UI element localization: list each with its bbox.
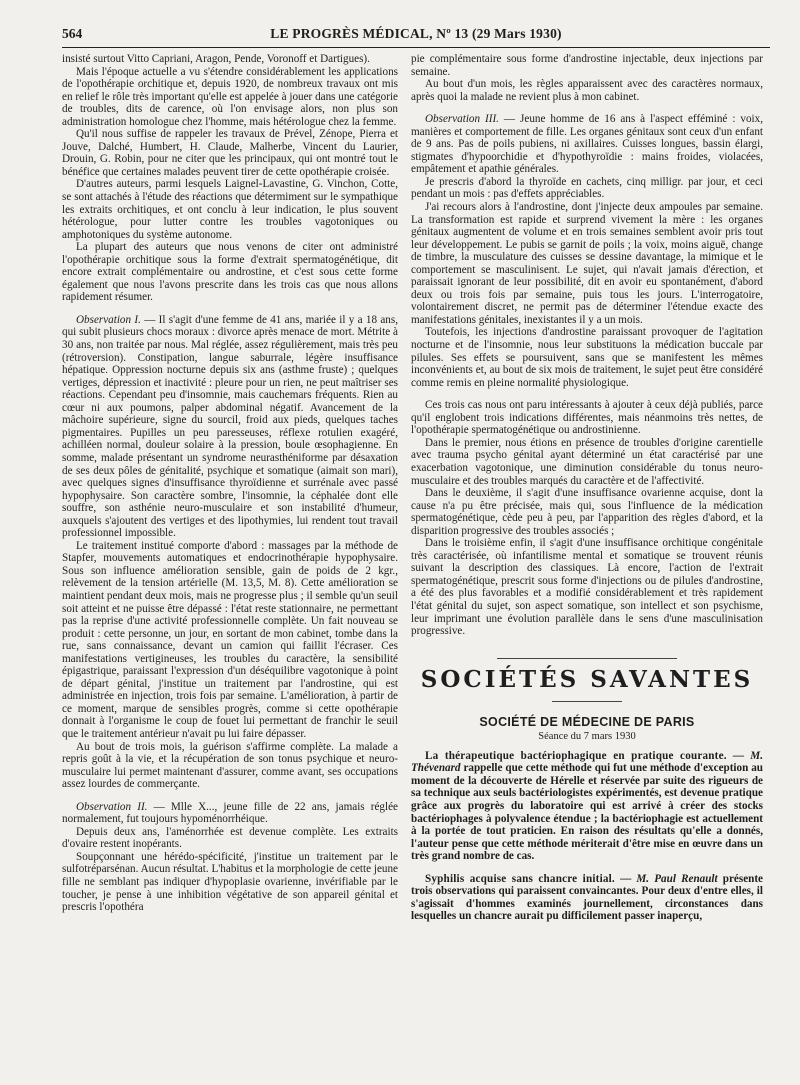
paragraph: Dans le deuxième, il s'agit d'une insuffisance ovarienne acquise, dont la cause n'a pu être précisée, mais qui, sous l'influence de la médication spermatogénétique, cède peu à peu, par l'apparition des règles d'abord, et la disparition progressive des troubles associés ; bbox=[411, 487, 763, 537]
section-title: SOCIÉTÉS SAVANTES bbox=[420, 666, 754, 694]
paragraph: Soupçonnant une hérédo-spécificité, j'institue un traitement par le sulfotréparsénan. Aucun résultat. L'habitus et la morphologie de cette jeune fille ne semblant pas indiquer d'hypoplasie ovarienne, invérifiable par le toucher, je pense à une inhibition végétative de son appareil génital et prescris l'opothéra bbox=[62, 850, 398, 914]
observation-text: — Jeune homme de 16 ans à l'aspect efféminé : voix, manières et comportement de fille. Les organes génitaux sont ceux d'un enfant de 9 ans. Pas de poils pubiens, ni axillaires. Cuisses longues, bassin élargi, stigmates d'hypoorchidie et d'hypothyroïdie : mains froides, violacées, empâtement et apathie générales. bbox=[411, 113, 763, 176]
article-author: M. Paul Renault bbox=[636, 872, 718, 885]
paragraph: D'autres auteurs, parmi lesquels Laignel-Lavastine, G. Vinchon, Cotte, se sont attachés à l'étude des réactions que détermiment sur le sympathique les extraits orchitiques, et ont conclu à leur indication, le plus souvent hétérologue, pour lutter contre les troubles vagotoniques ou amphotoniques du système autonome. bbox=[62, 178, 398, 241]
paragraph: Au bout d'un mois, les règles apparaissent avec des caractères normaux, après quoi la malade ne revient plus à mon cabinet. bbox=[411, 78, 763, 103]
right-column bbox=[411, 53, 763, 923]
page-header bbox=[62, 24, 770, 44]
paragraph: J'ai recours alors à l'androstine, dont j'injecte deux ampoules par semaine. La transformation est rapide et surprend vivement la mère : les organes génitaux augmentent de volume et en trois semaines semblent avoir pris tout leur développement. Le pubis se garnit de poils ; la voix, moins aiguë, change de timbre, la musculature des cuisses se dessine davantage, la mimique et le comportement se masculinisent. Le sujet, qui n'avait jamais d'érection, et paraissait ignorant de leur possibilité, dit en avoir eu spontanément, d'abord deux ou trois fois par semaine, puis tous les jours. L'interrogatoire, volontairement discret, ne permit pas de déterminer l'étendue exacte des manifestations génitales, inexistantes il y a un mois. bbox=[411, 201, 763, 326]
observation-text: — Il s'agit d'une femme de 41 ans, mariée il y a 18 ans, qui subit plusieurs chocs moraux : divorce après menace de mort. Métrite à 30 ans, non traitée par nous. Mal réglée, assez régulièrement, mais très peu (rétroversion). Constipation, langue saburrale, légère insuffisance hépatique. Oppression nocturne depuis six ans (asthme fruste) ; quelques vertiges, dépression et inactivité : pleure pour un rien, ne peut maîtriser ses réactions. Cependant peu d'insomnie, mais cauchemars fréquents. Rien au cœur ni aux poumons, palper abdominal négatif. Avancement de la mâchoire supérieure, signe du sourcil, froid aux pieds, quelques taches pigmentaires. Pupilles un peu paresseuses, réflexe rotulien exagéré, achilléen normal, douleur solaire à la pression, boule œsophagienne. En somme, malade présentant un syndrome neurasthéniforme par désaxation de ses deux pôles de génitalité, psychique et somatique (aimait son mari), avec quelques signes d'insuffisance thyroïdienne et surrénale avec passé hypophysaire. Son caractère sombre, l'insomnie, la céphalée dont elle souffre, son asthénie neuro-musculaire et son instabilité d'humeur, auxquels s'ajoutent des vertiges et des lipothymies, lui rendent tout travail professionnel impossible. bbox=[62, 313, 398, 540]
paragraph: Je prescris d'abord la thyroïde en cachets, cinq milligr. par jour, et ceci pendant un mois : pas d'effets appréciables. bbox=[411, 175, 763, 201]
header-rule bbox=[62, 47, 770, 48]
journal-title: LE PROGRÈS MÉDICAL, Nº 13 (29 Mars 1930) bbox=[270, 26, 562, 41]
section-rule bbox=[552, 701, 622, 702]
paragraph: Toutefois, les injections d'androstine paraissant provoquer de l'agitation nocturne et de l'insomnie, nous leur substituons la médication buccale par pilules. Ses effets se poursuivent, sans que se manifestent les mêmes inconvénients et, au bout de six mois de traitement, le sujet peut être considéré comme remis en pleine normalité physiologique. bbox=[411, 326, 763, 389]
paragraph: Qu'il nous suffise de rappeler les travaux de Prével, Zénope, Pierra et Jouve, Dalché, Humbert, H. Claude, Malherbe, Vincent du Laurier, Drouin, G. Robin, pour ne citer que les principaux, qui ont montré tout le bénéfice que certaines malades peuvent tirer de cette opothérapie croisée. bbox=[62, 128, 398, 178]
article-1: La thérapeutique bactériophagique en pratique courante. — M. Thévenard rappelle que cette méthode qui fut une méthode d'exception au moment de la découverte de Hérelle et réservée par suite des rigueurs de sa technique aux seuls bactériologistes expérimentés, est devenue pratique grâce aux progrès du laboratoire qui est arrivé à créer des stocks bactériophages à polyvalence étendue ; la bactériophagie est actuellement à la portée de tout praticien. En raison des résultats qu'elle a donnés, l'auteur pense que cette méthode mériterait d'être mise en œuvre dans un très grand nombre de cas. bbox=[411, 749, 763, 863]
observation-1 bbox=[62, 314, 398, 540]
section-divider bbox=[411, 654, 763, 667]
observation-3 bbox=[411, 113, 763, 176]
page-number: 564 bbox=[62, 26, 83, 41]
paragraph: Ces trois cas nous ont paru intéressants à ajouter à ceux déjà publiés, parce qu'il englobent trois indications différentes, mais néanmoins très nettes, de l'opothérapie spermatogénétique ou androstinienne. bbox=[411, 399, 763, 437]
observation-title: Observation III. bbox=[425, 113, 499, 126]
paragraph: Dans le premier, nous étions en présence de troubles d'origine carentielle avec trauma psycho génital ayant déterminé un état caractérisé par une exacerbation vagotonique, une diminution considérable du tonus neuro-musculaire et des troubles marqués du caractère et de l'affectivité. bbox=[411, 436, 763, 487]
paragraph: Depuis deux ans, l'aménorrhée est devenue complète. Les extraits d'ovaire restent inopérants. bbox=[62, 825, 398, 851]
paragraph: pie complémentaire sous forme d'androstine injectable, deux injections par semaine. bbox=[411, 53, 763, 78]
observation-title: Observation I. bbox=[76, 313, 141, 326]
paragraph: Le traitement institué comporte d'abord : massages par la méthode de Stapfer, mouvements automatiques et endocrinothérapie hypophysaire. Sous son influence amélioration sensible, gain de poids de 2 kgr., relèvement de la tension artérielle (M. 13,5, M. 8). Cette amélioration se maintient pendant deux mois, mais ne progresse plus ; il semble qu'un seuil soit atteint et ne puisse être dépassé : l'état reste stationnaire, ne permettant pas la reprise d'une activité professionnelle complète. Un fait nouveau se produit : cette personne, un jour, en sortant de mon cabinet, tombe dans la rue, sans connaissance, devant un camion qui faillit l'écraser. Ces manifestations vertigineuses, les troubles du caractère, la sensibilité épigastrique, paraissant l'expression d'un déséquilibre vagotonique à point de départ génital, j'institue un traitement par l'androstine, qui est administrée en injection, trois fois par semaine. L'amélioration, à partir de ce moment, marque de sensibles progrès, comme si cette opothérapie donnait à l'organisme le coup de fouet lui permettant de franchir le seuil que le traitement antérieur n'avait pu lui faire dépasser. bbox=[62, 539, 398, 740]
paragraph: Mais l'époque actuelle a vu s'étendre considérablement les applications de l'opothérapie orchitique et, depuis 1920, de nombreux travaux ont mis en relief le rôle très important qu'elle est appelée à jouer dans une catégorie de troubles, dits de carence, où l'on envisage alors, non plus son administration homologue chez l'homme, mais hétérologue chez la femme. bbox=[62, 65, 398, 128]
article-title: La thérapeutique bactériophagique en pratique courante. bbox=[425, 749, 727, 762]
paragraph: Dans le troisième enfin, il s'agit d'une insuffisance orchitique congénitale très caractérisée, où infantilisme mental et somatique se trouvent réunis suivant la description des classiques. Là encore, l'action de l'extrait spermatogénétique, prescrit sous forme d'injections ou de pilules d'androstine, a été des plus favorables et a modifié considérablement et très rapidement l'état génital du sujet, son aspect somatique, son intellect et son psychisme, leur imprimant une évolution parallèle dans le sens d'une masculinisation progressive. bbox=[411, 537, 763, 638]
observation-2 bbox=[62, 801, 398, 826]
paragraph: insisté surtout Vitto Capriani, Aragon, Pende, Voronoff et Dartigues). bbox=[62, 53, 370, 65]
article-2: Syphilis acquise sans chancre initial. — M. Paul Renault présente trois observations qui paraissent convaincantes. Pour deux d'entre elles, il s'agissait d'hommes examinés journellement, circonstances dans lesquelles un chancre aurait pu difficilement passer inaperçu, bbox=[411, 872, 763, 923]
article-text: rappelle que cette méthode qui fut une méthode d'exception au moment de la découverte de Hérelle et réservée par suite des rigueurs de sa technique aux seuls bactériologistes expérimentés, est devenue pratique grâce aux progrès du laboratoire qui est arrivé à créer des stocks bactériophages à polyvalence étendue ; la bactériophagie est actuellement à la portée de tout praticien. En raison des résultats qu'elle a donnés, l'auteur pense que cette méthode mériterait d'être mise en œuvre dans un très grand nombre de cas. bbox=[411, 762, 763, 863]
observation-text: — Mlle X..., jeune fille de 22 ans, jamais réglée normalement, fut toujours hypoménorrhéique. bbox=[62, 800, 398, 826]
article-author: M. Thévenard bbox=[411, 749, 763, 775]
paragraph: Au bout de trois mois, la guérison s'affirme complète. La malade a repris goût à la vie, et la récupération de son tonus psychique et neuro-musculaire lui permet maintenant d'assurer, comme avant, ses occupations assez lourdes de commerçante. bbox=[62, 740, 398, 791]
observation-title: Observation II. bbox=[76, 800, 148, 813]
article-text: présente trois observations qui paraissent convaincantes. Pour deux d'entre elles, il s'agissait d'hommes examinés journellement, circonstances dans lesquelles un chancre aurait pu difficilement passer inaperçu, bbox=[411, 872, 763, 923]
left-column bbox=[62, 53, 398, 914]
seance-date: Séance du 7 mars 1930 bbox=[538, 731, 636, 743]
article-title: Syphilis acquise sans chancre initial. bbox=[425, 872, 615, 885]
paragraph: La plupart des auteurs que nous venons de citer ont administré l'opothérapie orchitique sous la forme d'extrait spermatogénétique, dit encore extrait complémentaire ou androstine, et c'est sous cette forme également que nous l'avons prescrite dans les trois cas que nous allons rapidement résumer. bbox=[62, 241, 398, 304]
society-name: SOCIÉTÉ DE MÉDECINE DE PARIS bbox=[479, 714, 695, 729]
